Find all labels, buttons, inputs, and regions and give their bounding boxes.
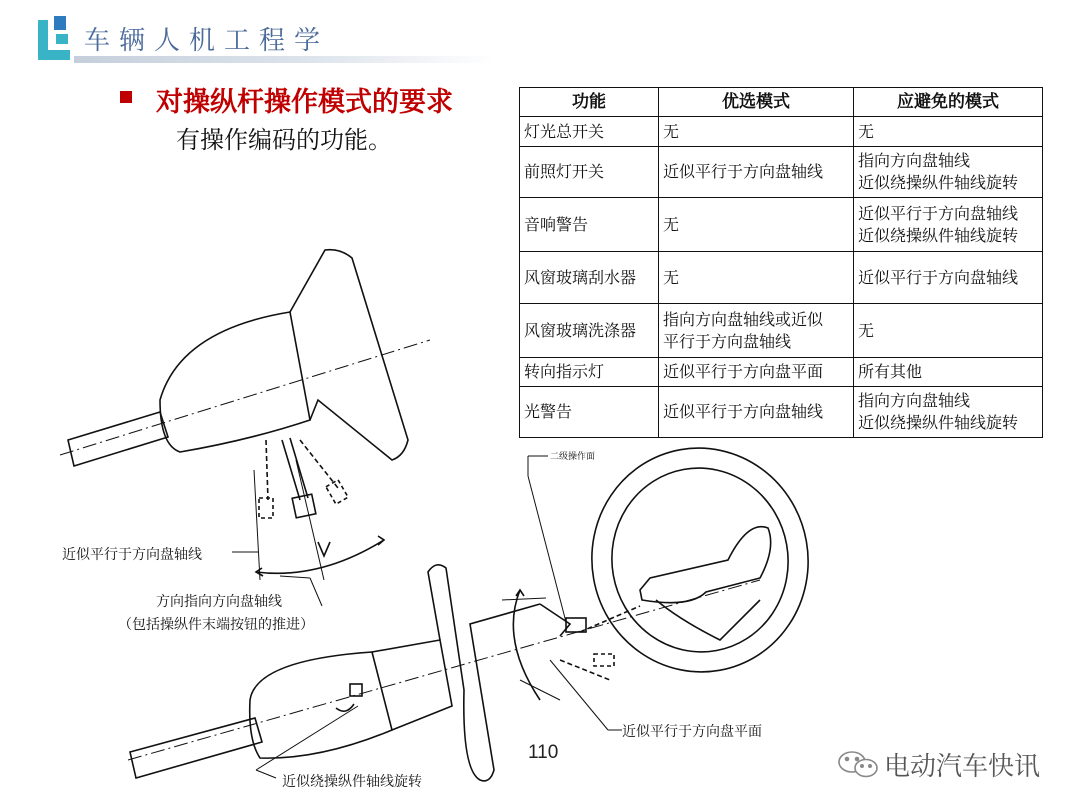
table-cell-preferred: 无 — [659, 117, 854, 147]
label-parallel-axis: 近似平行于方向盘轴线 — [62, 547, 202, 563]
table-cell-avoid: 无 — [854, 117, 1043, 147]
table-cell-function: 风窗玻璃洗涤器 — [520, 304, 659, 358]
table-cell-function: 光警告 — [520, 387, 659, 438]
table-cell-function: 音响警告 — [520, 198, 659, 252]
table-cell-avoid: 指向方向盘轴线 近似绕操纵件轴线旋转 — [854, 387, 1043, 438]
column-header-function: 功能 — [520, 88, 659, 117]
table-cell-preferred: 无 — [659, 252, 854, 304]
wechat-icon — [836, 748, 882, 782]
table-cell-avoid: 近似平行于方向盘轴线 — [854, 252, 1043, 304]
label-parallel-plane: 近似平行于方向盘平面 — [622, 724, 762, 740]
table-cell-preferred: 无 — [659, 198, 854, 252]
slide-heading: 对操纵杆操作模式的要求 — [156, 87, 453, 118]
table-cell-avoid: 近似平行于方向盘轴线 近似绕操纵件轴线旋转 — [854, 198, 1043, 252]
page-number: 110 — [528, 742, 559, 763]
slide-subheading: 有操作编码的功能。 — [176, 126, 392, 154]
label-push-button: （包括操纵件末端按钮的推进） — [118, 617, 314, 633]
watermark: 电动汽车快讯 — [884, 752, 1041, 782]
table-cell-avoid: 无 — [854, 304, 1043, 358]
table-cell-preferred: 指向方向盘轴线或近似 平行于方向盘轴线 — [659, 304, 854, 358]
table-cell-avoid: 指向方向盘轴线 近似绕操纵件轴线旋转 — [854, 147, 1043, 198]
column-header-avoid: 应避免的模式 — [854, 88, 1043, 117]
label-secondary-surface: 二级操作面 — [550, 452, 596, 462]
label-point-axis: 方向指向方向盘轴线 — [156, 594, 282, 610]
table-cell-preferred: 近似平行于方向盘轴线 — [659, 387, 854, 438]
table-cell-function: 风窗玻璃刮水器 — [520, 252, 659, 304]
column-header-preferred: 优选模式 — [659, 88, 854, 117]
table-cell-function: 转向指示灯 — [520, 358, 659, 387]
table-cell-function: 灯光总开关 — [520, 117, 659, 147]
header-title: 车辆人机工程学 — [84, 26, 330, 56]
label-rotate: 近似绕操纵件轴线旋转 — [282, 774, 422, 790]
table-cell-preferred: 近似平行于方向盘轴线 — [659, 147, 854, 198]
table-cell-function: 前照灯开关 — [520, 147, 659, 198]
table-cell-preferred: 近似平行于方向盘平面 — [659, 358, 854, 387]
table-cell-avoid: 所有其他 — [854, 358, 1043, 387]
